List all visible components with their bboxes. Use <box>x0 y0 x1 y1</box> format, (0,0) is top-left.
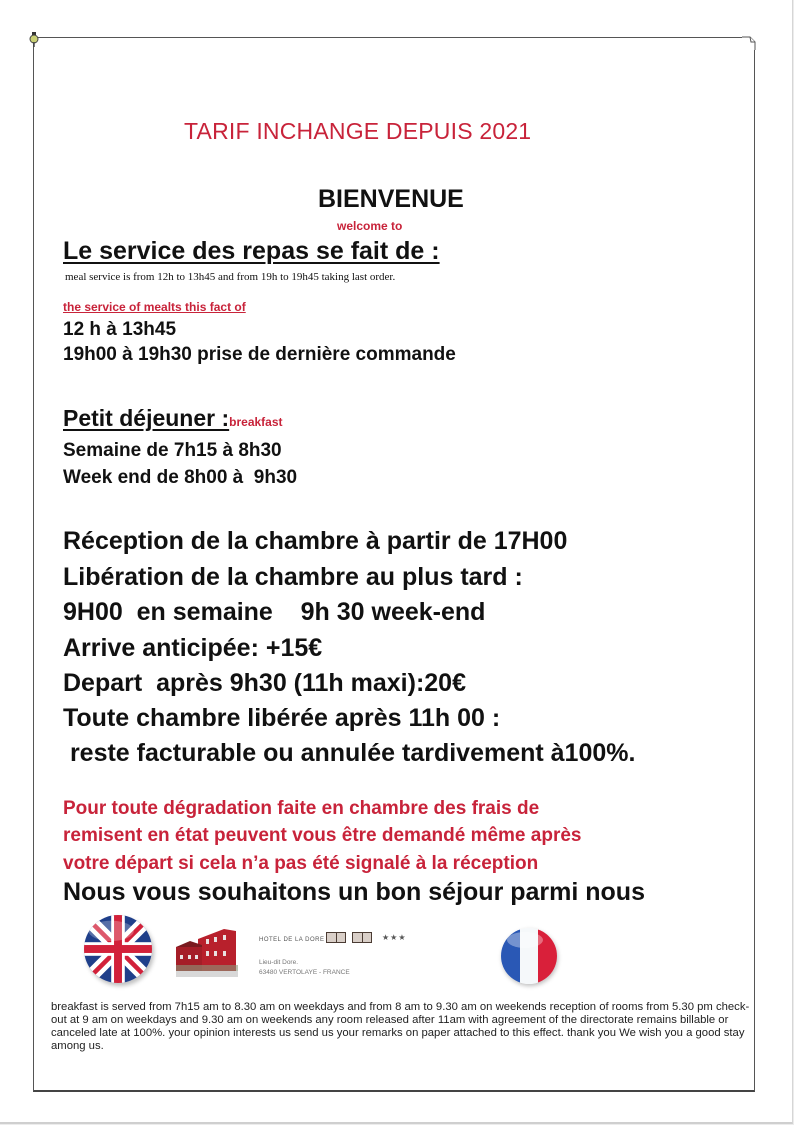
double-bed-icon <box>352 932 372 943</box>
damage-notice-line: Pour toute dégradation faite en chambre des frais de <box>63 798 540 819</box>
hotel-address-line2: 63480 VERTOLAYE - FRANCE <box>259 969 350 976</box>
welcome-subtitle: welcome to <box>337 219 403 233</box>
breakfast-title: Petit déjeuner : <box>63 405 230 431</box>
breakfast-english-label: breakfast <box>229 415 283 429</box>
hotel-amenity-icons <box>326 932 407 943</box>
meal-service-english-subtitle: the service of mealts this fact of <box>63 300 246 314</box>
meal-service-title: Le service des repas se fait de : <box>63 237 440 265</box>
united-kingdom-flag-icon <box>84 915 152 983</box>
room-rule: reste facturable ou annulée tardivement à100%. <box>63 739 636 767</box>
pin-icon <box>28 32 40 48</box>
pricing-heading: TARIF INCHANGE DEPUIS 2021 <box>184 118 532 144</box>
breakfast-title-row <box>63 405 283 432</box>
damage-notice-line: votre départ si cela n’a pas été signalé à la réception <box>63 853 539 874</box>
hotel-star-rating: ★★★ <box>382 933 407 942</box>
room-rule: 9H00 en semaine 9h 30 week-end <box>63 598 486 626</box>
twin-bed-icon <box>326 932 346 943</box>
damage-notice-line: remisent en état peuvent vous être demandé même après <box>63 825 582 846</box>
room-rule: Toute chambre libérée après 11h 00 : <box>63 704 501 732</box>
hotel-address-line1: Lieu-dit Dore. <box>259 959 299 966</box>
room-rule: Réception de la chambre à partir de 17H00 <box>63 527 568 555</box>
breakfast-weekday-hours: Semaine de 7h15 à 8h30 <box>63 440 282 461</box>
hotel-address <box>259 958 350 978</box>
room-rule: Libération de la chambre au plus tard : <box>63 563 523 591</box>
room-rule: Depart après 9h30 (11h maxi):20€ <box>63 669 466 697</box>
meal-service-english-note: meal service is from 12h to 13h45 and from 19h to 19h45 taking last order. <box>65 271 396 283</box>
breakfast-weekend-hours: Week end de 8h00 à 9h30 <box>63 467 298 488</box>
meal-hours-lunch: 12 h à 13h45 <box>63 319 177 340</box>
welcome-title: BIENVENUE <box>318 185 464 213</box>
english-summary: breakfast is served from 7h15 am to 8.30 am on weekdays and from 8 am to 9.30 am on weekends reception of rooms from 5.30 pm check-out at 9 am on weekdays and 9.30 am on weekends any room released after 11am with agreement of the directorate remains billable or canceled late at 100%. your opinion interests us send us your remarks on paper attached to this effect. thank you We wish you a good stay among us. <box>51 1001 750 1052</box>
hotel-photo <box>176 925 238 977</box>
notice-frame <box>33 37 755 1092</box>
page-fold-icon <box>742 36 756 50</box>
room-rule: Arrive anticipée: +15€ <box>63 634 323 662</box>
france-flag-icon <box>501 928 557 984</box>
closing-message: Nous vous souhaitons un bon séjour parmi nous <box>63 878 645 906</box>
meal-hours-dinner: 19h00 à 19h30 prise de dernière commande <box>63 344 456 365</box>
hotel-name: HOTEL DE LA DORE <box>259 937 325 943</box>
